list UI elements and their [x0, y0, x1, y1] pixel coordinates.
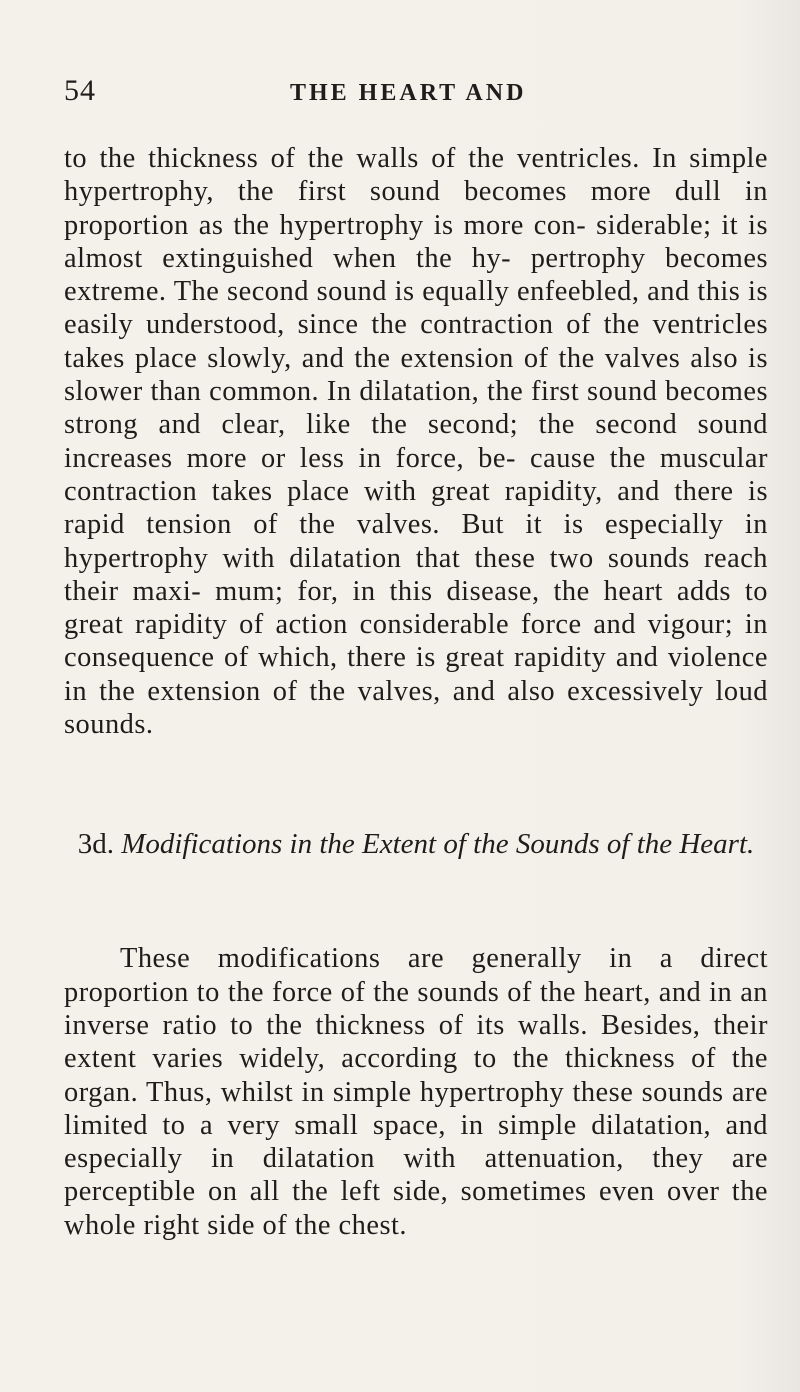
section-title: Modifications in the Extent of the Sounds of the Heart. — [121, 828, 755, 860]
paragraph-modifications: These modifications are generally in a direct proportion to the force of the sounds of the heart, and in an inverse ratio to the thickness of its walls. Besides, their extent varies widely, according to the thickness of the organ. Thus, whilst in simple hypertrophy these sounds are limited to a very small space, in simple dilatation, and especially in dilatation with attenuation, they are perceptible on all the left side, sometimes even over the whole right side of the chest. — [64, 943, 768, 1241]
paragraph-continued: to the thickness of the walls of the ventricles. In simple hypertrophy, the first sound becomes more dull in proportion as the hypertrophy is more con- siderable; it is almost extinguished when the hy- pertrophy becomes extreme. The second sound is equally enfeebled, and this is easily understood, since the contraction of the ventricles takes place slowly, and the extension of the valves also is slower than common. In dilatation, the first sound becomes strong and clear, like the second; the second sound increases more or less in force, be- cause the muscular contraction takes place with great rapidity, and there is rapid tension of the valves. But it is especially in hypertrophy with dilatation that these two sounds reach their maxi- mum; for, in this disease, the heart adds to great rapidity of action considerable force and vigour; in consequence of which, there is great rapidity and violence in the extension of the valves, and also excessively loud sounds. — [64, 143, 768, 741]
page-number: 54 — [64, 74, 96, 107]
section-number: 3d. — [77, 828, 114, 860]
running-title: THE HEART AND — [290, 80, 527, 106]
section-heading — [64, 828, 768, 861]
body-text — [64, 142, 768, 741]
running-head — [64, 74, 764, 114]
